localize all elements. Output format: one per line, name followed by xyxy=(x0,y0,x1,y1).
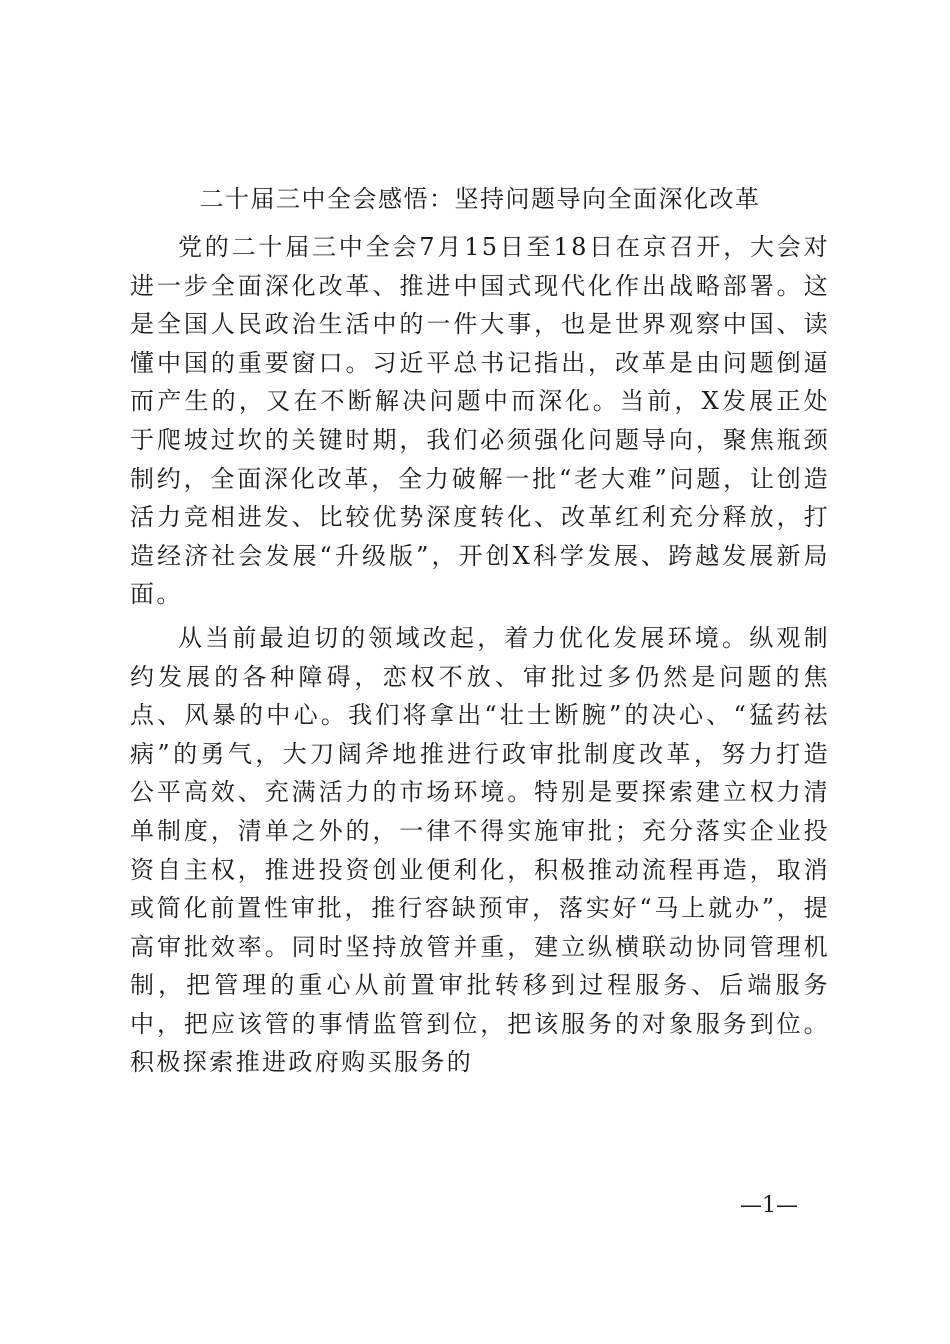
paragraph-2: 从当前最迫切的领域改起，着力优化发展环境。纵观制约发展的各种障碍，恋权不放、审批过多仍然是问题的焦点、风暴的中心。我们将拿出“壮士断腕”的决心、“猛药祛病”的勇气，大刀阔斧地推进行政审批制度改革，努力打造公平高效、充满活力的市场环境。特别是要探索建立权力清单制度，清单之外的，一律不得实施审批；充分落实企业投资自主权，推进投资创业便利化，积极推动流程再造，取消或简化前置性审批，推行容缺预审，落实好“马上就办”，提高审批效率。同时坚持放管并重，建立纵横联动协同管理机制，把管理的重心从前置审批转移到过程服务、后端服务中，把应该管的事情监管到位，把该服务的对象服务到位。积极探索推进政府购买服务的 xyxy=(130,623,830,1077)
document-body xyxy=(130,228,830,1082)
paragraph-1: 党的二十届三中全会7月15日至18日在京召开，大会对进一步全面深化改革、推进中国式现代化作出战略部署。这是全国人民政治生活中的一件大事，也是世界观察中国、读懂中国的重要窗口。习近平总书记指出，改革是由问题倒逼而产生的，又在不断解决问题中而深化。当前，X发展正处于爬坡过坎的关键时期，我们必须强化问题导向，聚焦瓶颈制约，全面深化改革，全力破解一批“老大难”问题，让创造活力竞相进发、比较优势深度转化、改革红利充分释放，打造经济社会发展“升级版”，开创X科学发展、跨越发展新局面。 xyxy=(130,233,830,609)
page-number: —1— xyxy=(740,1193,798,1218)
document-title: 二十届三中全会感悟：坚持问题导向全面深化改革 xyxy=(199,185,761,213)
